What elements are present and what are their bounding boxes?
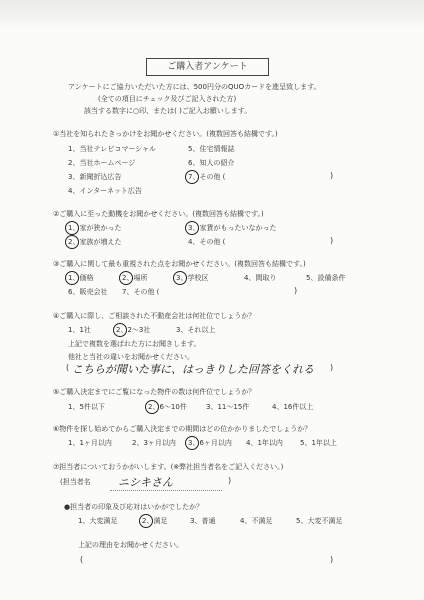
q6-option-3[interactable]: 3、6ヶ月以内 — [188, 439, 232, 447]
q7-option-1[interactable]: 1、大変満足 — [78, 517, 118, 525]
q3-paren-close: ) — [294, 286, 298, 295]
q3-option-4[interactable]: 4、間取り — [244, 274, 277, 282]
q4-option-2[interactable]: 2、2～3社 — [116, 326, 151, 334]
q7-sub: ●担当者の印象及び応対はいかがでしたか？ — [64, 503, 204, 511]
q3-answer-circle-1 — [65, 271, 79, 285]
q5-question: ⑤ご購入決定までにご覧になった物件の数は何件位でしょうか？ — [53, 388, 256, 396]
q3-answer-circle-2 — [119, 271, 133, 285]
q7-paren-close: ) — [228, 476, 232, 485]
q1-answer-circle — [185, 170, 199, 184]
q7-staff-underline — [110, 490, 222, 491]
scan-smudge — [0, 0, 424, 28]
q6-option-5[interactable]: 5、1年以上 — [300, 439, 337, 447]
q4-paren-close: ) — [330, 363, 334, 372]
q5-option-3[interactable]: 3、11～15件 — [206, 403, 250, 411]
q2-option-4[interactable]: 4、その他 ( — [188, 238, 226, 246]
intro-line-3: 該当する数字に○印、または( )ご記入お願いします。 — [84, 107, 252, 115]
q7-reason-paren-open: ( — [80, 555, 84, 564]
q6-option-1[interactable]: 1、1ヶ月以内 — [68, 439, 112, 447]
q1-option-7[interactable]: 7、その他 ( — [188, 173, 226, 181]
q5-option-2[interactable]: 2、6～10件 — [148, 403, 187, 411]
q4-option-3[interactable]: 3、それ以上 — [176, 326, 216, 334]
q4-option-1[interactable]: 1、1社 — [68, 326, 91, 334]
q2-option-3[interactable]: 3、家賃がもったいなかった — [188, 224, 277, 232]
q3-option-6[interactable]: 6、販売会社 — [68, 288, 108, 296]
q1-paren-close: ) — [330, 171, 334, 180]
q1-option-5[interactable]: 5、住宅情報誌 — [188, 145, 235, 153]
intro-line-1: アンケートにご協力いただいた方には、500円分のQUOカードを進呈致します。 — [68, 83, 321, 91]
q7-reason-paren-close: ) — [330, 555, 334, 564]
q3-option-1[interactable]: 1、価格 — [68, 274, 94, 282]
q5-answer-circle — [145, 400, 159, 414]
q7-reason-label: 上記の理由をお聞かせください。 — [78, 541, 183, 549]
intro-line-2: (全ての項目にチェック及びご記入された方) — [98, 95, 237, 103]
q2-question: ②ご購入に至った動機をお聞かせください。(複数回答も結構です。) — [53, 210, 264, 218]
q5-option-4[interactable]: 4、16件以上 — [272, 403, 314, 411]
q7-staff-label: (担当者名 — [60, 478, 91, 486]
q4-sub-1: 上記で複数を選ばれた方にお聞きします。 — [68, 340, 201, 348]
q3-option-5[interactable]: 5、設備条件 — [306, 274, 346, 282]
q6-option-4[interactable]: 4、1年以内 — [246, 439, 283, 447]
q2-option-1[interactable]: 1、家が狭かった — [68, 224, 122, 232]
q7-option-2[interactable]: 2、満足 — [142, 517, 168, 525]
q7-answer-circle — [139, 514, 153, 528]
q7-staff-name[interactable]: ニシキさん — [118, 476, 173, 489]
q2-answer-circle-2 — [65, 235, 79, 249]
q3-question: ③ご購入に関して最も重視された点をお聞かせください。(複数回答も結構です。) — [53, 260, 306, 268]
q3-answer-circle-3 — [173, 271, 187, 285]
q7-option-4[interactable]: 4、不満足 — [240, 517, 273, 525]
q4-paren-open: ( — [66, 363, 70, 372]
q4-sub-2: 他社と当社の違いをお聞かせください。 — [68, 353, 194, 361]
q2-option-2[interactable]: 2、家族が増えた — [68, 238, 122, 246]
q5-option-1[interactable]: 1、5件以下 — [68, 403, 105, 411]
q4-question: ④ご購入に際し、ご相談された不動産会社は何社位でしょうか？ — [53, 312, 256, 320]
page-title: ご購入者アンケート — [146, 58, 269, 76]
q4-answer-circle — [113, 323, 127, 337]
q1-option-3[interactable]: 3、新聞折込広告 — [68, 173, 122, 181]
q6-question: ⑥物件を探し始めてからご購入決定までの期間はどの位かかりましたでしょうか？ — [53, 425, 312, 433]
q2-answer-circle-1 — [65, 221, 79, 235]
q3-option-3[interactable]: 3、学校区 — [176, 274, 209, 282]
q3-option-7[interactable]: 7、その他 ( — [122, 288, 160, 296]
q6-option-2[interactable]: 2、3ヶ月以内 — [132, 439, 176, 447]
q7-option-3[interactable]: 3、普通 — [190, 517, 216, 525]
q1-option-6[interactable]: 6、知人の紹介 — [188, 159, 235, 167]
q2-answer-circle-3 — [185, 221, 199, 235]
q7-option-5[interactable]: 5、大変不満足 — [296, 517, 343, 525]
q6-answer-circle — [185, 436, 199, 450]
q1-question: ①当社を知られたきっかけをお聞かせください。(複数回答も結構です。) — [53, 130, 278, 138]
q3-option-2[interactable]: 2、場所 — [122, 274, 148, 282]
q1-option-2[interactable]: 2、当社ホームページ — [68, 159, 136, 167]
q4-handwritten-answer[interactable]: こちらが聞いた事に、はっきりした回答をくれる — [72, 363, 314, 376]
q1-option-4[interactable]: 4、インターネット広告 — [68, 187, 142, 195]
q7-question: ⑦担当者についておうかがいします。(※弊社担当者名をご記入ください。) — [53, 463, 284, 471]
q1-option-1[interactable]: 1、当社テレビコマーシャル — [68, 145, 157, 153]
q2-paren-close: ) — [330, 236, 334, 245]
